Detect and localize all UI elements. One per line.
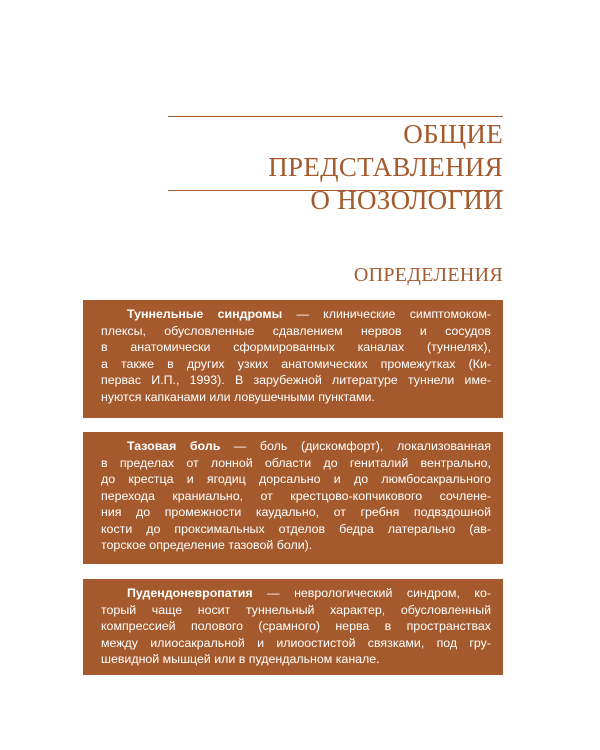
definition-line: торское определение тазовой боли). xyxy=(101,538,313,552)
definition-line: шевидной мышцей или в пудендальном канале. xyxy=(101,652,380,666)
definition-line: между илиосакральной и илиоостистой связками, под гру- xyxy=(101,635,491,650)
chapter-title-line-2: О НОЗОЛОГИИ xyxy=(310,185,503,215)
definition-text: — боль (дискомфорт), локализованная xyxy=(220,439,491,453)
definition-box-tunnel-syndromes xyxy=(83,300,503,418)
definition-term: Тазовая боль xyxy=(127,439,221,453)
chapter-title-line-1: ОБЩИЕ ПРЕДСТАВЛЕНИЯ xyxy=(268,119,503,182)
definition-term: Пудендоневропатия xyxy=(127,586,253,600)
definition-line: плексы, обусловленные сдавлением нервов и сосудов xyxy=(101,323,491,338)
definition-line: до крестца и ягодиц дорсально и до люмбосакрального xyxy=(101,472,491,486)
definition-text: — клинические симптомоком- xyxy=(282,307,491,321)
definition-line xyxy=(101,585,491,602)
section-title: ОПРЕДЕЛЕНИЯ xyxy=(353,264,503,286)
definition-box-pelvic-pain xyxy=(83,432,503,564)
definition-text: — неврологический синдром, ко- xyxy=(252,586,491,600)
definition-line: первас И.П., 1993). В зарубежной литературе туннели име- xyxy=(101,373,491,387)
definition-box-pudendal-neuropathy xyxy=(83,579,503,675)
definition-term: Туннельные синдромы xyxy=(127,307,283,321)
definition-line: а также в других узких анатомических промежутках (Ки- xyxy=(101,356,491,371)
definition-line: в анатомически сформированных каналах (туннелях), xyxy=(101,340,491,354)
definition-line xyxy=(101,306,491,323)
definition-line xyxy=(101,438,491,455)
chapter-title xyxy=(168,118,503,217)
chapter-title-bottom-rule xyxy=(168,190,503,191)
chapter-title-top-rule xyxy=(168,116,503,117)
definition-line: ния до промежности каудально, от гребня подвздошной xyxy=(101,505,491,519)
definition-line: перехода краниально, от крестцово-копчикового сочлене- xyxy=(101,488,491,503)
definition-line: торый чаще носит туннельный характер, обусловленный xyxy=(101,602,491,617)
definition-line: кости до проксимальных отделов бедра латерально (ав- xyxy=(101,521,491,536)
definition-line: компрессией полового (срамного) нерва в пространствах xyxy=(101,619,491,633)
definition-line: в пределах от лонной области до гениталий вентрально, xyxy=(101,455,491,470)
definition-line: нуются капканами или ловушечными пунктами. xyxy=(101,389,375,404)
